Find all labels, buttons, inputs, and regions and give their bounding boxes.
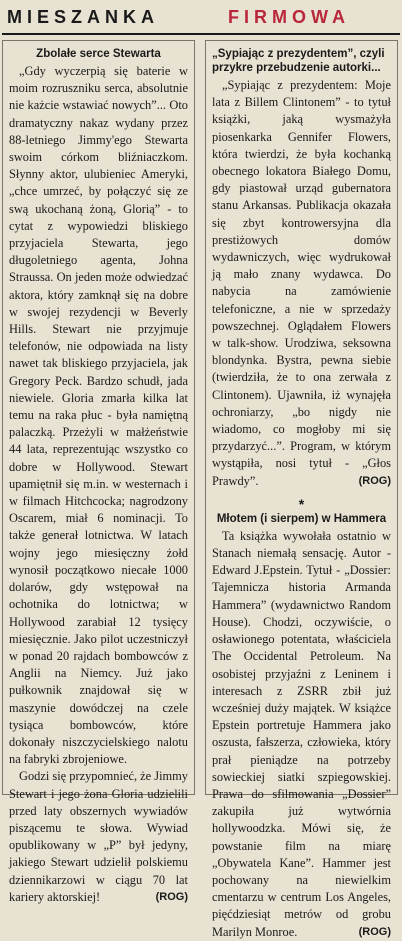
article-signature: (ROG) — [358, 925, 391, 938]
article-paragraph-text: Godzi się przypomnieć, że Jimmy Stewart i jego żona Gloria udzielili przed laty obszernych wywiadów piszącemu te słowa. Wywiad opublikowany w „P” był jedyny, jakiego Stewart udzielił polskiemu dziennikarzowi w ciągu 70 lat kariery aktorskiej! — [9, 769, 188, 904]
article-body-sypiajac — [212, 77, 391, 490]
page-header — [0, 0, 402, 36]
article-body-mlotem — [212, 528, 391, 941]
article-paragraph: „Gdy wyczerpią się baterie w moim rozruszniku serca, absolutnie nie każcie wstawiać nowych”... Oto dramatyczny nakaz wydany przez 88-letniego Jimmy'ego Stewarta swoim córkom bliźniaczkom. Słynny aktor, ulubieniec Ameryki, „chce umrzeć, by połączyć się ze swą ukochaną żoną, Glorią” - to cytat z wypowiedzi bliskiego przyjaciela Stewarta, jego długoletniego agenta, Johna Straussa. On jeden może odwiedzać aktora, który zamknął się na dobre w swojej rezydencji w Beverly Hills. Stewart nie przyjmuje telefonów, nie odpowiada na listy nawet tak bliskiego przyjaciela, jak Gregory Peck. Bardzo schudł, jada niewiele. Gloria zmarła kilka lat temu na raka płuc - była namiętną palaczką. Przeżyli w małżeństwie 44 lata, reprezentując wszystko co dobre w Hollywood. Stewart upamiętnił się m.in. w westernach i w filmach Hitchcocka; nagrodzony Oscarem, miał 6 nominacji. To także generał lotnictwa. W latach wojny jego miesięczny żołd wynosił początkowo niecałe 1000 dolarów, gdy wstępował na ochotnika do lotnictwa; w Hollywood zarabiał 12 tysięcy miesięcznie. Jako pilot uczestniczył w ponad 20 rajdach bombowców z Anglii na Niemcy. Już jako pułkownik znajdował się w maszynie dowódczej na czele tysiąca bombowców, które dokonały niszczycielskiego nalotu na fabryki zbrojeniowe. — [9, 64, 188, 767]
article-title-stewart: Zbolałe serce Stewarta — [36, 48, 161, 60]
article-paragraph-last — [212, 77, 391, 490]
article-paragraph-text: „Sypiając z prezydentem: Moje lata z Billem Clintonem” - to tytuł książki, jaką wysmażyła piosenkarka Gennifer Flowers, która twierdzi, że była kochanką obecnego lokatora Białego Domu, gdy piastował urząd gubernatora stanu Arkansas. Publikacja okazała się zbyt kontrowersyjna dla prestiżowych domów wydawniczych, więc wydrukował ją mało znany wydawca. Do nabycia na zamówienie telefoniczne, a nie w sprzedaży powszechnej. Oglądałem Flowers w talk-show. Urodziwa, seksowna blondynka. Bystra, pewna siebie (twierdziła, że to ona zerwała z Clintonem). Ujawniła, iż wynajęła ochroniarzy, „bo nigdy nie wiadomo, co mogłoby mi się przydarzyć...”. Program, w którym wystąpiła, nosi tytuł - „Głos Prawdy”. — [212, 78, 391, 488]
article-paragraph-last — [9, 768, 188, 906]
article-paragraph-text: Ta książka wywołała ostatnio w Stanach niemałą sensację. Autor - Edward J.Epstein. Tytuł - „Dossier: Tajemnicza historia Armanda Hammera” (wydawnictwo Random House). Chodzi, oczywiście, o osławionego potentata, właściciela The Occidental Petroleum. Na osobistej przyjaźni z Leninem i interesach z ZSRR zbił już wcześniej duży majątek. W książce Epstein portretuje Hammera jako oszusta, fałszerza, człowieka, który prał pieniądze na potrzeby sowieckiej siatki szpiegowskiej. Prawa do sfilmowania „Dossier” zakupiła już wytwórnia hollywoodzka. Mówi się, że powstanie film na miarę „Obywatela Kane”. Hammer jest pochowany na niewielkim cmentarzu w centrum Los Angeles, pięćdziesiąt metrów od grobu Marilyn Monroe. — [212, 528, 391, 939]
left-column — [2, 40, 195, 904]
section-title-right: FIRMOWA — [228, 7, 350, 27]
article-title-mlotem: Młotem (i sierpem) w Hammera — [216, 512, 387, 525]
article-body-stewart — [9, 63, 188, 906]
article-separator: * — [298, 495, 305, 512]
header-rule — [2, 33, 400, 35]
section-title-left: MIESZANKA — [7, 7, 159, 27]
right-column — [205, 40, 398, 939]
article-paragraph-last — [212, 528, 391, 941]
article-signature: (ROG) — [358, 474, 391, 487]
article-title-sypiajac: „Sypiając z prezydentem”, czyli przykre przebudzenie autorki... — [212, 48, 385, 74]
article-signature: (ROG) — [155, 890, 188, 903]
